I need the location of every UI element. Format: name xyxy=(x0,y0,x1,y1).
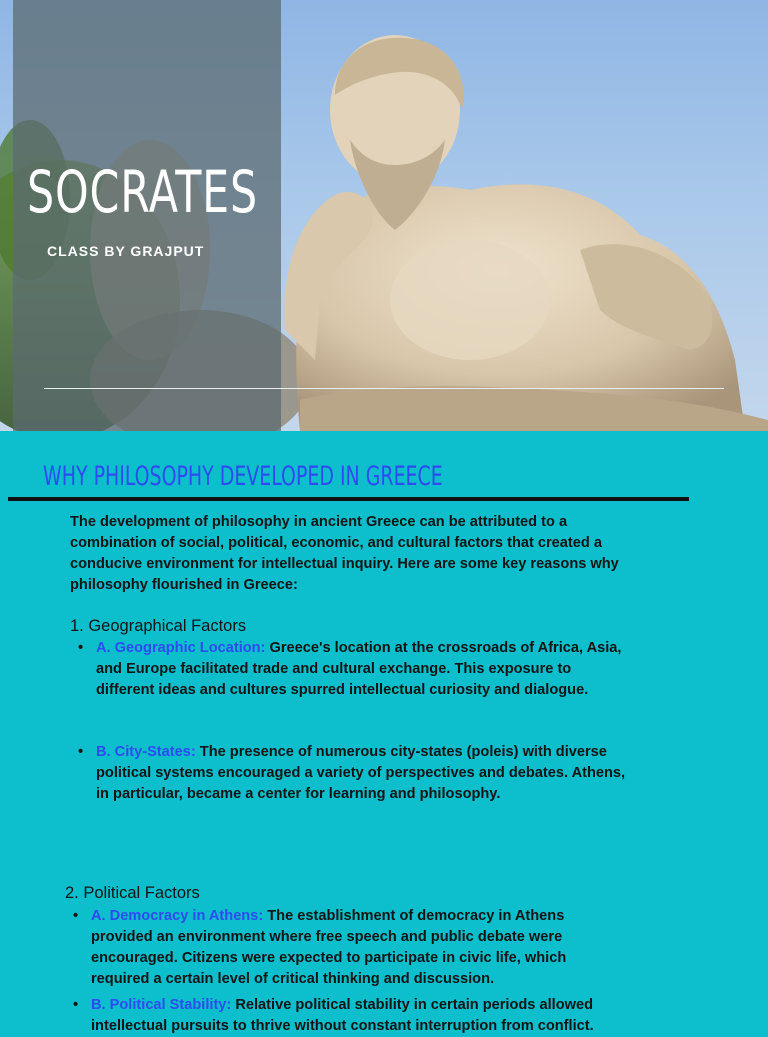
hero-divider xyxy=(44,388,724,389)
page-subtitle: CLASS BY GRAJPUT xyxy=(47,243,205,259)
content-section xyxy=(0,431,768,1034)
item-label: A. Democracy in Athens: xyxy=(91,908,264,924)
section-heading: WHY PHILOSOPHY DEVELOPED IN GREECE xyxy=(43,461,443,492)
item-text: Relative political stability in certain periods allowed intellectual pursuits to thrive without constant interruption from conflict. xyxy=(91,997,594,1034)
item-text: The presence of numerous city-states (poleis) with diverse political systems encouraged a variety of perspectives and debates. Athens, in particular, became a center for learning and philosophy. xyxy=(96,744,626,802)
heading-divider xyxy=(8,497,689,501)
factor-title-political: 2. Political Factors xyxy=(65,884,200,902)
list-item xyxy=(73,906,606,990)
item-text: Greece's location at the crossroads of Africa, Asia, and Europe facilitated trade and cultural exchange. This exposure to different ideas and cultures spurred intellectual curiosity and dialogue. xyxy=(96,640,622,698)
factor-title-geographical: 1. Geographical Factors xyxy=(70,617,247,635)
factor-list-geographical xyxy=(78,638,631,701)
factor-list-political xyxy=(73,906,606,990)
item-text: The establishment of democracy in Athens provided an environment where free speech and public debate were encouraged. Citizens were expected to participate in civic life, which required a certain level of critical thinking and discussion. xyxy=(91,908,567,987)
bullet-icon: • xyxy=(78,744,84,760)
bullet-icon: • xyxy=(78,640,84,656)
list-item xyxy=(73,995,636,1037)
item-label: A. Geographic Location: xyxy=(96,640,266,656)
bullet-icon: • xyxy=(73,997,79,1013)
list-item xyxy=(78,742,641,805)
page-title: SOCRATES xyxy=(27,158,258,226)
hero-banner xyxy=(0,0,768,431)
list-item xyxy=(78,638,631,701)
item-label: B. City-States: xyxy=(96,744,196,760)
factor-list-geographical-2 xyxy=(78,742,641,805)
intro-paragraph: The development of philosophy in ancient Greece can be attributed to a combination of social, political, economic, and cultural factors that created a conducive environment for intellectual inquiry. Here are some key reasons why philosophy flourished in Greece: xyxy=(70,514,619,593)
item-label: B. Political Stability: xyxy=(91,997,232,1013)
bullet-icon: • xyxy=(73,908,79,924)
factor-list-political-2 xyxy=(73,995,636,1037)
